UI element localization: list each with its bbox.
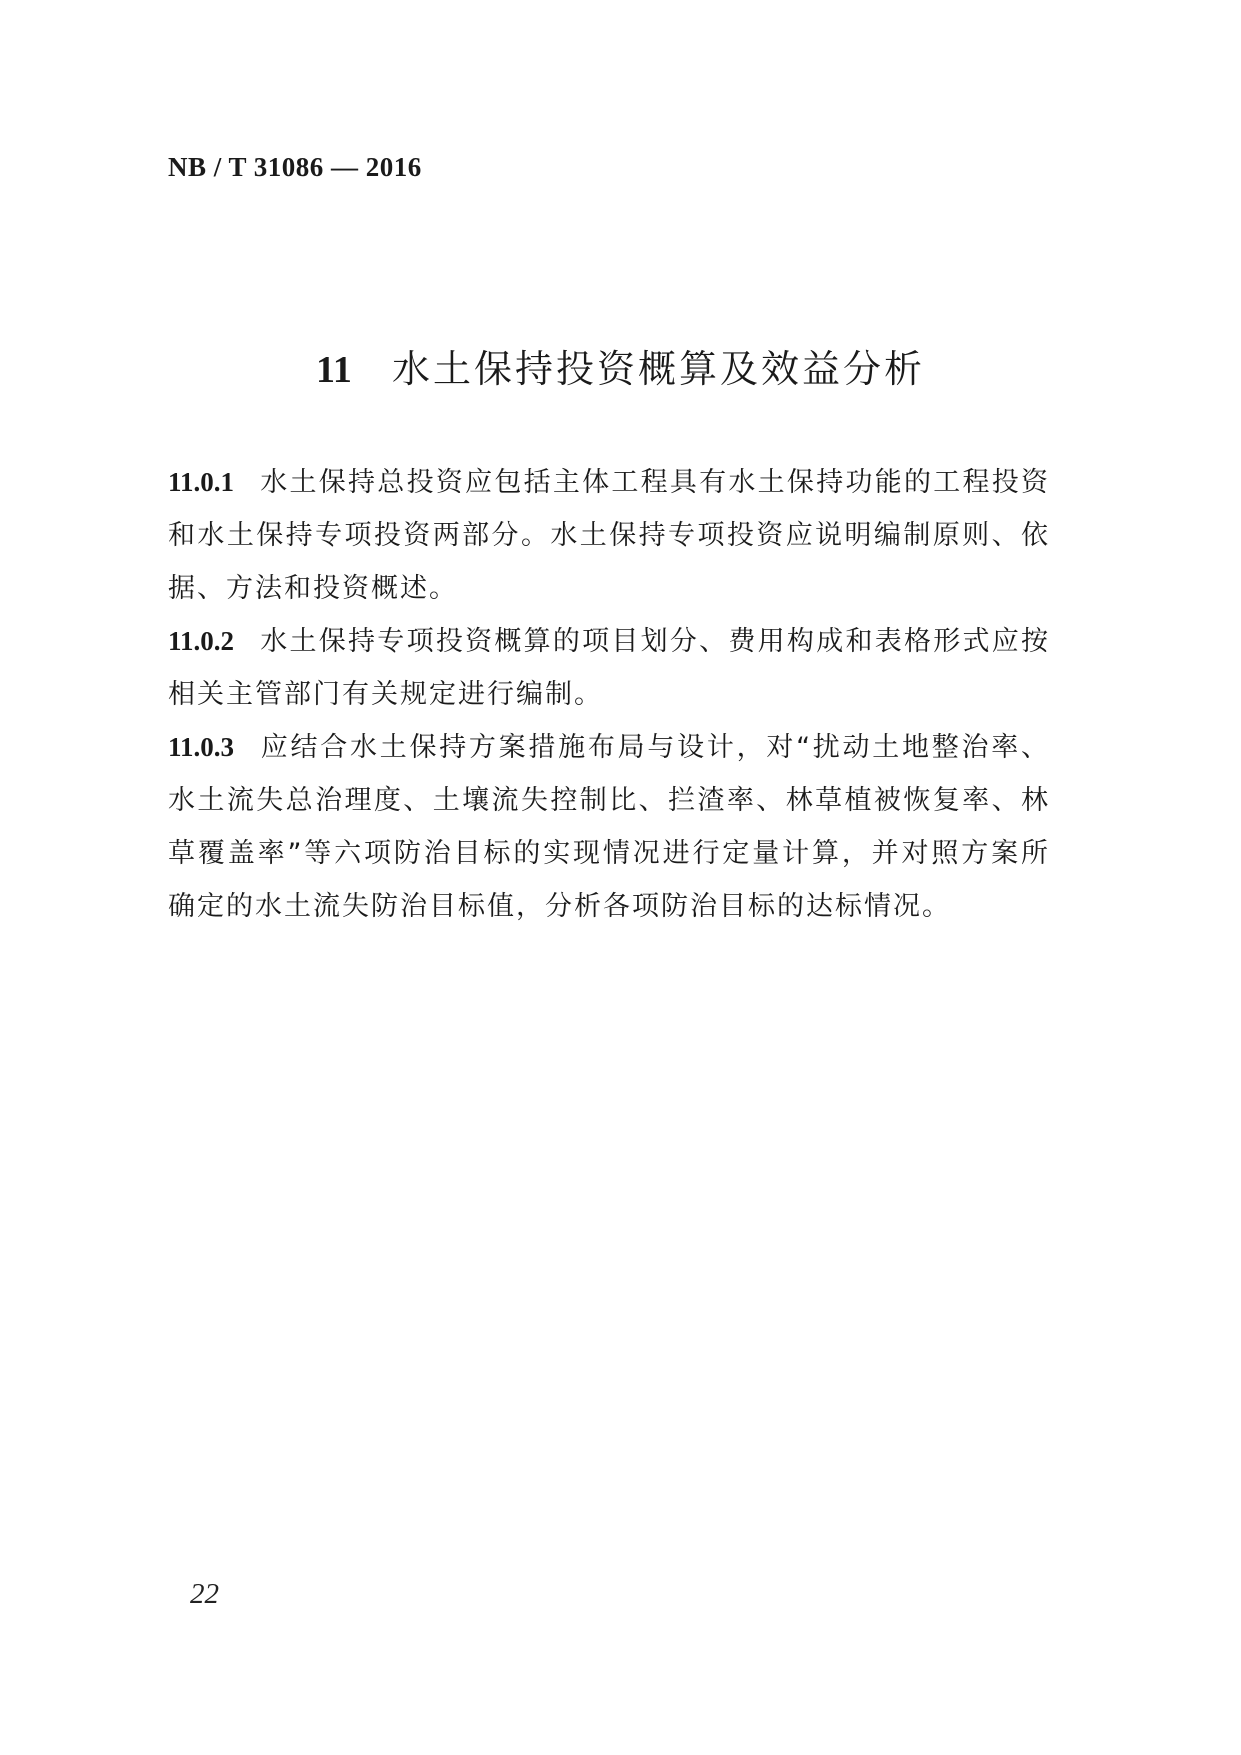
chapter-number: 11 — [316, 349, 352, 391]
chapter-title: 水土保持投资概算及效益分析 — [391, 347, 925, 391]
chapter-heading — [0, 338, 1241, 393]
clause-11-0-1 — [168, 456, 1050, 615]
clause-number: 11.0.1 — [168, 467, 235, 497]
standard-code: NB / T 31086 — 2016 — [168, 152, 422, 182]
clause-11-0-3 — [168, 721, 1050, 933]
page-number: 22 — [190, 1578, 219, 1610]
clause-11-0-2 — [168, 615, 1050, 721]
clause-text: 水土保持总投资应包括主体工程具有水土保持功能的工程投资和水土保持专项投资两部分。水土保持专项投资应说明编制原则、依据、方法和投资概述。 — [168, 467, 1050, 604]
clause-number: 11.0.3 — [168, 732, 235, 762]
clause-text: 水土保持专项投资概算的项目划分、费用构成和表格形式应按相关主管部门有关规定进行编制。 — [168, 626, 1050, 710]
clause-text: 应结合水土保持方案措施布局与设计，对“扰动土地整治率、水土流失总治理度、土壤流失控制比、拦渣率、林草植被恢复率、林草覆盖率”等六项防治目标的实现情况进行定量计算，并对照方案所确定的水土流失防治目标值，分析各项防治目标的达标情况。 — [168, 732, 1050, 922]
chapter-body — [168, 456, 1050, 933]
clause-number: 11.0.2 — [168, 626, 235, 656]
